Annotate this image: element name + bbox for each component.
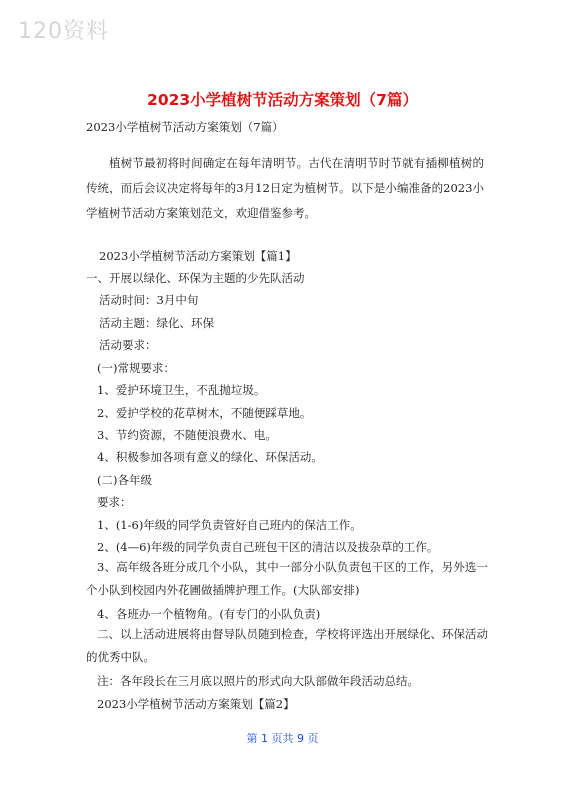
text-line: 注：各年段长在三月底以照片的形式向大队部做年段活动总结。 (97, 674, 419, 688)
text-line: 活动要求： (99, 338, 157, 352)
document-title: 2023小学植树节活动方案策划（7篇） (147, 91, 418, 109)
text-line: 4、积极参加各项有意义的绿化、环保活动。 (97, 450, 323, 464)
section-heading: 2023小学植树节活动方案策划【篇1】 (99, 249, 297, 263)
text-line: 2、爱护学校的花草树木，不随便踩草地。 (97, 406, 312, 420)
text-line: 活动时间：3月中旬 (99, 293, 199, 307)
watermark: 120资料 (18, 19, 109, 44)
text-line: 1、(1-6)年级的同学负责管好自己班内的保洁工作。 (97, 518, 362, 532)
text-line: 要求： (97, 495, 132, 509)
text-line: (一)常规要求： (97, 361, 175, 375)
section-heading: 2023小学植树节活动方案策划【篇2】 (97, 697, 295, 711)
text-line: 3、节约资源，不随便浪费水、电。 (97, 428, 277, 442)
text-line: 一、开展以绿化、环保为主题的少先队活动 (86, 271, 305, 285)
text-line: 3、高年级各班分成几个小队，其中一部分小队负责包干区的工作，另外选一个小队到校园内外花圃做插牌护理工作。(大队部安排) (86, 560, 488, 597)
text-line: 二、以上活动进展将由督导队员随到检查，学校将评选出开展绿化、环保活动的优秀中队。 (86, 627, 488, 664)
page-footer: 第 1 页共 9 页 (246, 732, 319, 745)
text-line: 4、各班办一个植物角。(有专门的小队负责) (97, 607, 321, 621)
text-line: 2、(4—6)年级的同学负责自己班包干区的清洁以及拔杂草的工作。 (97, 540, 439, 554)
intro-paragraph: 植树节最初将时间确定在每年清明节。古代在清明节时节就有插柳植树的传统，而后会议决定将每年的3月12日定为植树节。以下是小编准备的2023小学植树节活动方案策划范文，欢迎借鉴参考。 (86, 156, 484, 220)
text-line: (二)各年级 (97, 473, 152, 487)
text-line: 1、爱护环境卫生，不乱抛垃圾。 (97, 383, 266, 397)
text-line: 活动主题：绿化、环保 (99, 316, 214, 330)
document-subtitle: 2023小学植树节活动方案策划（7篇） (86, 120, 284, 134)
